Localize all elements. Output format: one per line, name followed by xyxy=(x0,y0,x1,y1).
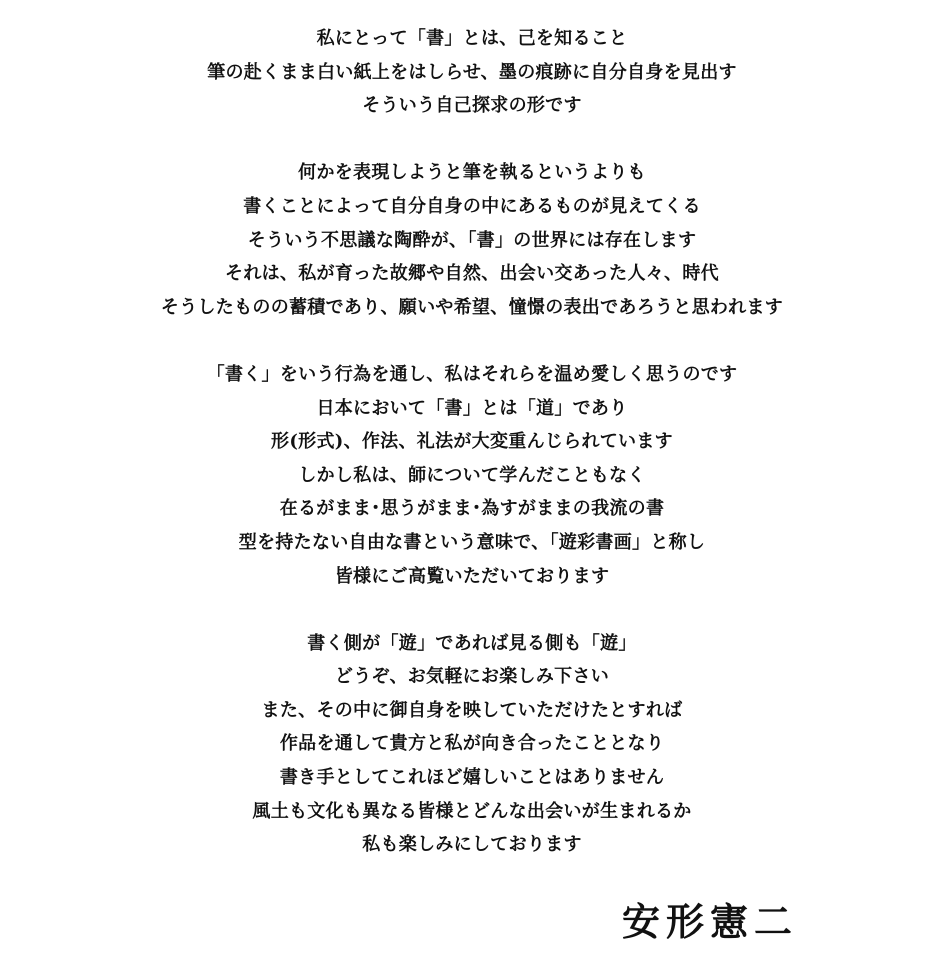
statement-line: 風土も文化も異なる皆様とどんな出会いが生まれるか xyxy=(252,800,692,822)
statement-line: 何かを表現しようと筆を執るというよりも xyxy=(298,162,646,184)
statement-line: 「書く」をいう行為を通し、私はそれらを温め愛しく思うのです xyxy=(206,363,738,385)
statement-line: 私も楽しみにしております xyxy=(362,834,582,856)
statement-line: そういう自己探求の形です xyxy=(362,95,582,117)
statement-line: 日本において「書」とは「道」であり xyxy=(316,397,628,419)
statement-line: それは、私が育った故郷や自然、出会い交あった人々、時代 xyxy=(225,263,719,285)
stanza-2 xyxy=(0,156,944,324)
statement-line: 私にとって「書」とは、己を知ること xyxy=(316,28,628,49)
statement-line: 作品を通して貴方と私が向き合ったこととなり xyxy=(279,733,665,755)
statement-line: 皆様にご高覧いただいております xyxy=(334,565,610,587)
statement-line: 書き手としてこれほど嬉しいことはありません xyxy=(279,767,665,789)
statement-line: 筆の赴くまま白い紙上をはしらせ、墨の痕跡に自分自身を見出す xyxy=(207,61,737,83)
statement-line: しかし私は、師について学んだこともなく xyxy=(298,464,646,486)
stanza-3 xyxy=(0,358,944,593)
statement-line: そうしたものの蓄積であり、願いや希望、憧憬の表出であろうと思われます xyxy=(160,296,784,318)
statement-line: また、その中に御自身を映していただけたとすれば xyxy=(261,699,683,721)
statement-line: 書くことによって自分自身の中にあるものが見えてくる xyxy=(243,195,701,217)
stanza-1 xyxy=(0,22,944,123)
artist-signature: 安形憲二 xyxy=(621,899,798,944)
artist-statement xyxy=(0,22,944,895)
statement-line: そういう不思議な陶酔が、「書」の世界には存在します xyxy=(247,229,697,251)
statement-line: 形(形式)、作法、礼法が大変重んじられています xyxy=(271,431,673,453)
statement-line: 在るがまま･思うがまま･為すがままの我流の書 xyxy=(279,498,665,520)
statement-line: 型を持たない自由な書という意味で、「遊彩書画」と称し xyxy=(238,531,706,553)
statement-line: どうぞ、お気軽にお楽しみ下さい xyxy=(334,666,610,688)
stanza-4 xyxy=(0,627,944,862)
statement-line: 書く側が「遊」であれば見る側も「遊」 xyxy=(307,632,637,654)
